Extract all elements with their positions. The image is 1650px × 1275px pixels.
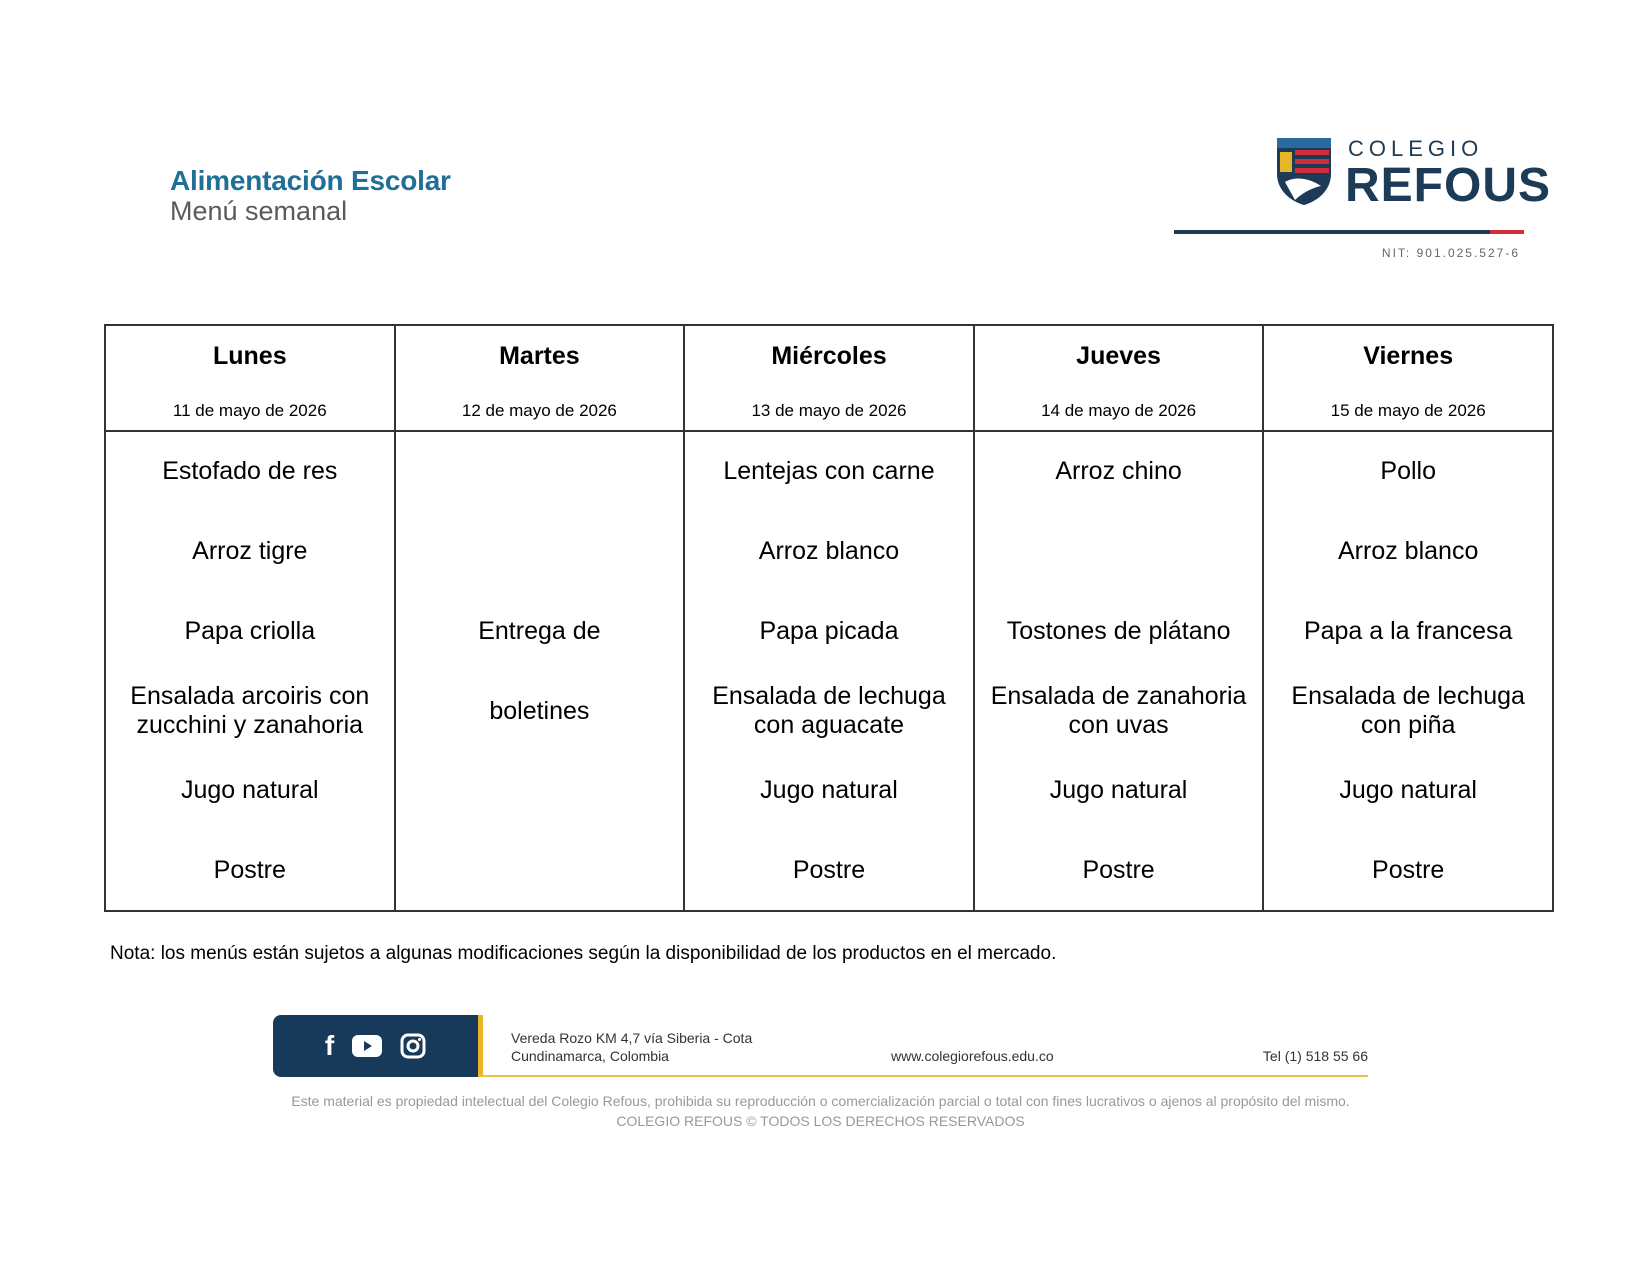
menu-cell-jueves [974, 431, 1264, 911]
menu-item: Papa picada [759, 616, 899, 645]
day-name: Viernes [1363, 342, 1454, 370]
menu-item: Ensalada arcoiris con zucchini y zanahoria [130, 681, 370, 739]
menu-item: Arroz blanco [758, 537, 900, 565]
address-line: Vereda Rozo KM 4,7 vía Siberia - Cota [511, 1030, 753, 1046]
menu-note: Nota: los menús están sujetos a algunas modificaciones según la disponibilidad de los productos en el mercado. [110, 943, 1057, 964]
menu-item: Ensalada de zanahoria con uvas [990, 681, 1247, 739]
legal-line: COLEGIO REFOUS © TODOS LOS DERECHOS RESERVADOS [616, 1113, 1025, 1129]
menu-item: Lentejas con carne [723, 457, 935, 486]
logo-rule [1174, 230, 1524, 234]
youtube-icon[interactable] [352, 1035, 382, 1057]
special-event-line: Entrega de [478, 617, 601, 645]
day-name: Martes [499, 342, 580, 370]
logo-name: REFOUS [1345, 159, 1552, 212]
footer-legal [273, 1091, 1368, 1131]
day-date: 14 de mayo de 2026 [1041, 401, 1197, 420]
menu-cell-viernes [1263, 431, 1553, 911]
menu-item: Postre [1372, 855, 1445, 884]
logo-rule-accent [1490, 230, 1524, 234]
special-event-line: boletines [489, 697, 590, 725]
menu-cell-miercoles [684, 431, 974, 911]
school-logo [1170, 130, 1552, 265]
footer-website-link[interactable]: www.colegiorefous.edu.co [891, 1048, 1054, 1064]
shield-icon [1275, 136, 1333, 206]
menu-cell-lunes [105, 431, 395, 911]
day-header-viernes [1263, 325, 1553, 431]
menu-item: Jugo natural [1049, 776, 1188, 805]
menu-cell-martes [395, 431, 685, 911]
menu-item: Pollo [1380, 457, 1436, 486]
day-header-martes [395, 325, 685, 431]
menu-item: Postre [792, 855, 866, 884]
day-date: 15 de mayo de 2026 [1330, 401, 1486, 420]
day-date: 11 de mayo de 2026 [172, 401, 327, 420]
menu-item: Tostones de plátano [1006, 616, 1231, 645]
footer-gold-rule [478, 1075, 1368, 1077]
menu-item: Arroz tigre [192, 537, 308, 565]
day-date: 12 de mayo de 2026 [461, 401, 617, 420]
social-links [273, 1015, 483, 1077]
page-subtitle: Menú semanal [170, 196, 348, 226]
facebook-icon[interactable]: f [324, 1030, 335, 1061]
day-name: Miércoles [771, 342, 887, 370]
menu-item: Estofado de res [162, 457, 338, 486]
legal-line: Este material es propiedad intelectual del Colegio Refous, prohibida su reproducción o comercialización parcial o total con fines lucrativos o ajenos al propósito del mismo. [291, 1093, 1350, 1109]
menu-item: Jugo natural [1339, 776, 1477, 805]
menu-item: Ensalada de lechuga con piña [1291, 681, 1525, 739]
weekly-menu-table [104, 324, 1554, 912]
logo-nit: NIT: 901.025.527-6 [1381, 246, 1520, 260]
menu-item [975, 512, 1263, 592]
instagram-icon[interactable] [400, 1033, 426, 1059]
menu-item: Ensalada de lechuga con aguacate [712, 681, 946, 739]
menu-item: Arroz chino [1055, 457, 1182, 486]
logo-colegio-text: COLEGIO [1348, 136, 1484, 161]
day-name: Jueves [1076, 342, 1161, 370]
menu-item: Jugo natural [180, 776, 319, 805]
footer-phone: Tel (1) 518 55 66 [1262, 1048, 1368, 1064]
menu-item: Arroz blanco [1338, 537, 1479, 565]
day-date: 13 de mayo de 2026 [751, 401, 907, 420]
day-header-jueves [974, 325, 1264, 431]
day-name: Lunes [212, 342, 287, 370]
footer-address [511, 1029, 752, 1065]
footer-bar [273, 1015, 1368, 1077]
menu-item: Postre [213, 855, 286, 884]
special-event [396, 432, 684, 910]
menu-item: Jugo natural [760, 776, 898, 805]
page-title: Alimentación Escolar [170, 165, 451, 196]
menu-item: Papa criolla [184, 616, 316, 645]
header-title [170, 166, 451, 226]
address-line: Cundinamarca, Colombia [511, 1048, 669, 1064]
menu-item: Postre [1082, 855, 1155, 884]
day-header-lunes [105, 325, 395, 431]
page-footer [273, 1015, 1368, 1131]
menu-item: Papa a la francesa [1303, 616, 1513, 645]
day-header-miercoles [684, 325, 974, 431]
